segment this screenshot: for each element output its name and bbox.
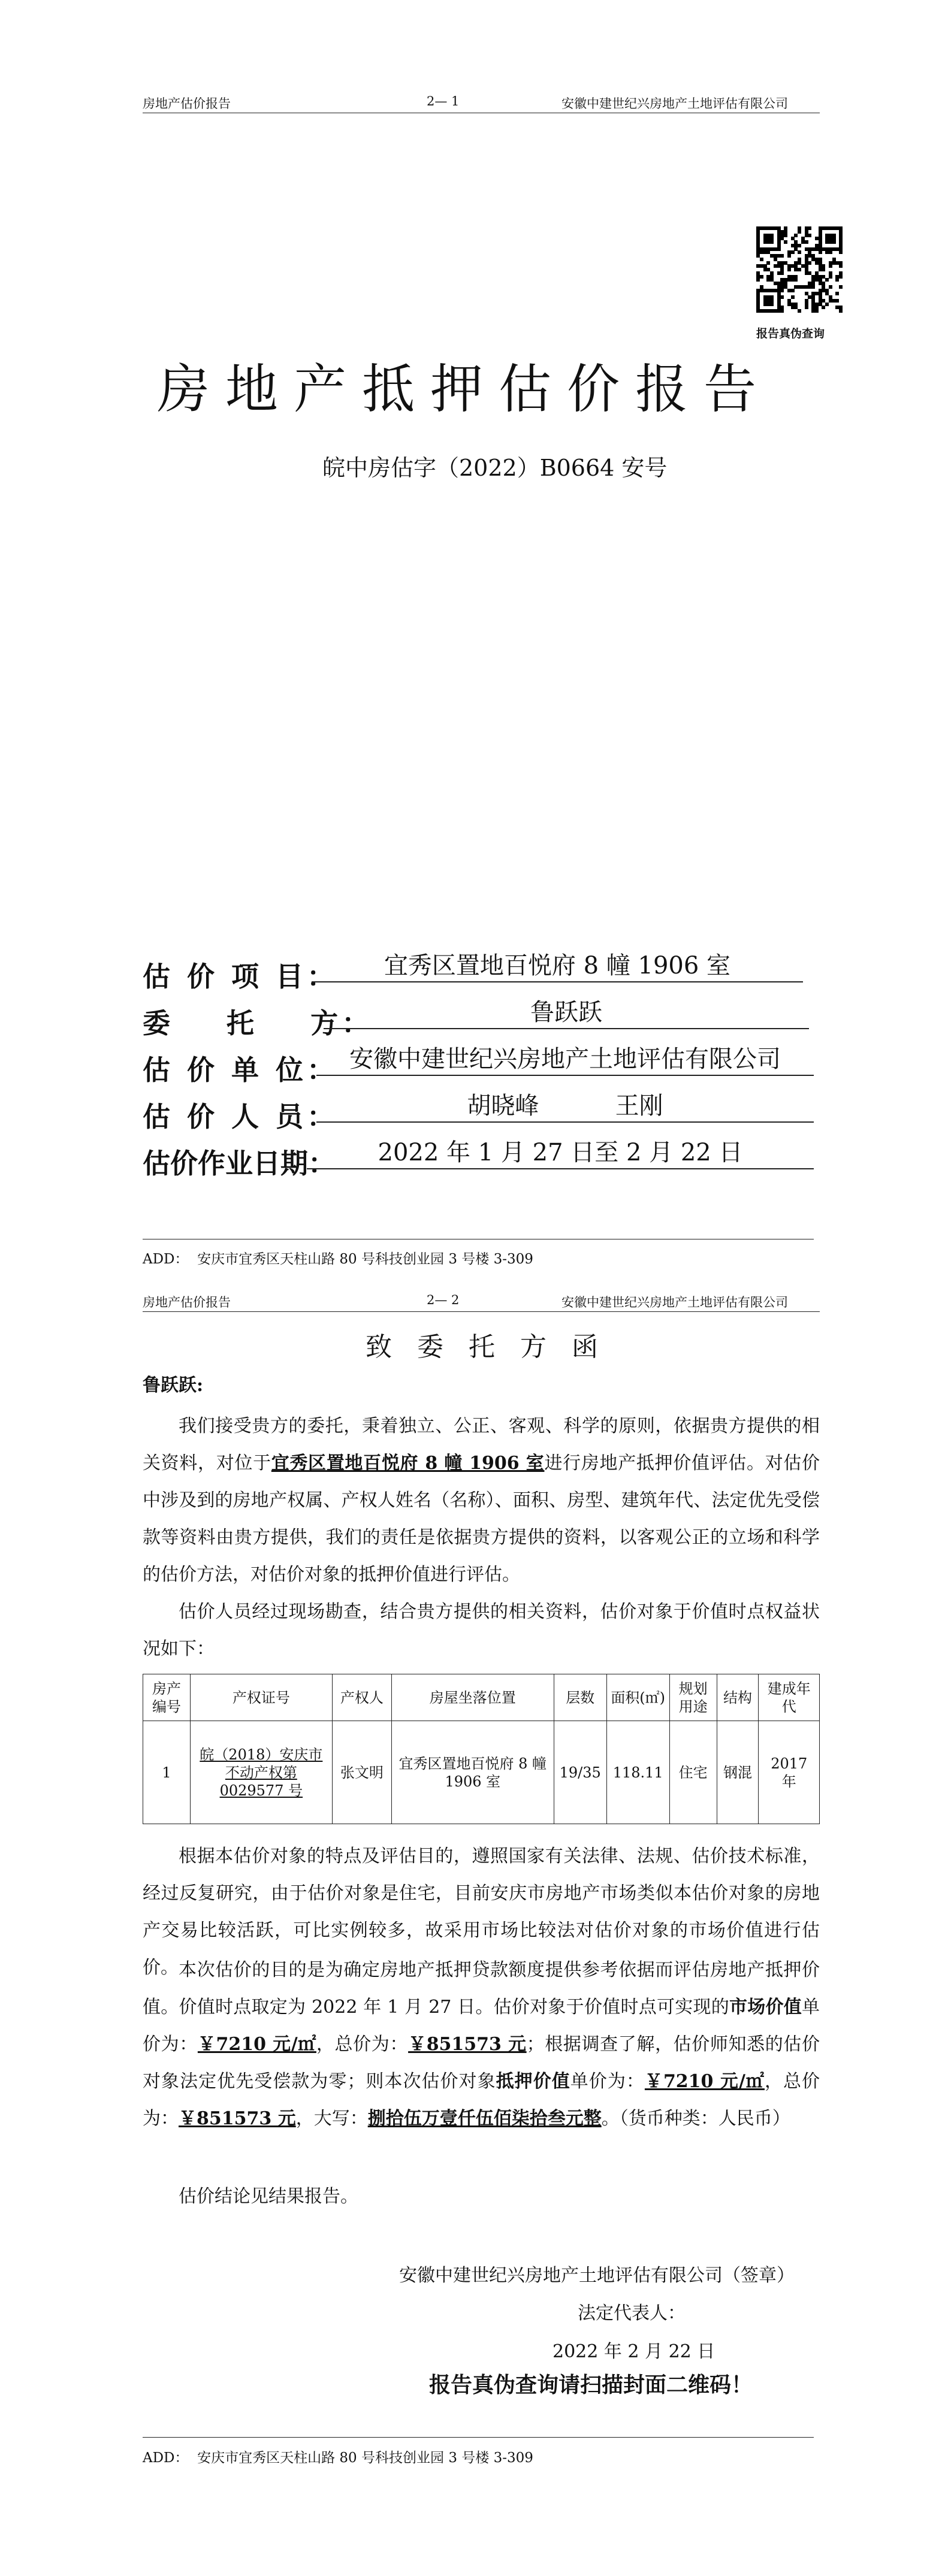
qr-module bbox=[835, 299, 839, 303]
qr-module bbox=[798, 230, 801, 234]
qr-module bbox=[791, 289, 795, 292]
qr-module bbox=[815, 309, 819, 313]
field-label-work-date: 估价作业日期： bbox=[143, 1147, 336, 1180]
field-value-unit: 安徽中建世纪兴房地产土地评估有限公司 bbox=[316, 1044, 814, 1076]
verification-notice: 报告真伪查询请扫描封面二维码！ bbox=[429, 2372, 753, 2397]
qr-module bbox=[798, 244, 801, 247]
header-rule bbox=[143, 1311, 820, 1312]
qr-module bbox=[794, 278, 798, 282]
qr-module bbox=[756, 278, 760, 282]
qr-module bbox=[798, 309, 801, 313]
qr-module bbox=[829, 250, 832, 254]
footer-rule bbox=[143, 2437, 814, 2438]
qr-module bbox=[808, 234, 811, 237]
qr-code-icon[interactable] bbox=[756, 226, 843, 313]
report-reference-number: 皖中房估字（2022）B0664 安号 bbox=[322, 455, 668, 481]
qr-module bbox=[811, 285, 815, 289]
qr-module bbox=[787, 254, 791, 258]
qr-module bbox=[822, 306, 825, 309]
table-header: 层数 bbox=[554, 1674, 606, 1721]
qr-module bbox=[832, 240, 836, 244]
qr-module bbox=[784, 234, 787, 237]
header-page-number: 2— 2 bbox=[427, 1293, 460, 1307]
header-left: 房地产估价报告 bbox=[143, 96, 231, 111]
header-left: 房地产估价报告 bbox=[143, 1295, 231, 1310]
table-cell-no: 1 bbox=[143, 1721, 191, 1824]
qr-module bbox=[839, 309, 843, 313]
qr-module bbox=[760, 275, 763, 279]
table-cell-owner: 张文明 bbox=[332, 1721, 391, 1824]
qr-module bbox=[780, 289, 784, 292]
qr-module bbox=[760, 258, 763, 261]
qr-module bbox=[829, 264, 832, 268]
qr-module bbox=[835, 292, 839, 295]
field-value-client: 鲁跃跃 bbox=[324, 997, 809, 1029]
qr-module bbox=[780, 254, 784, 258]
table-header: 产权证号 bbox=[190, 1674, 332, 1721]
field-label-unit: 估 价 单 位： bbox=[143, 1054, 339, 1086]
table-cell-location: 宜秀区置地百悦府 8 幢 1906 室 bbox=[391, 1721, 554, 1824]
header-right: 安徽中建世纪兴房地产土地评估有限公司 bbox=[561, 1295, 788, 1310]
qr-module bbox=[825, 278, 829, 282]
paragraph-5: 估价结论见结果报告。 bbox=[179, 2186, 358, 2207]
signature-representative: 法定代表人： bbox=[578, 2303, 686, 2324]
table-header: 产权人 bbox=[332, 1674, 391, 1721]
qr-module bbox=[780, 271, 784, 275]
header-page-number: 2— 1 bbox=[427, 94, 460, 108]
qr-module bbox=[805, 306, 808, 309]
qr-module bbox=[839, 250, 843, 254]
qr-module bbox=[784, 240, 787, 244]
paragraph-1: 我们接受贵方的委托，秉着独立、公正、客观、科学的原则，依据贵方提供的相关资料，对位于宜秀区置地百悦府 8 幢 1906 室进行房地产抵押价值评估。对估价中涉及到的房地产权属、产权人姓名（名称）、面积、房型、建筑年代、法定优先受偿款等资料由贵方提供，我们的责任是依据贵方提供的资料，以客观公正的立场和科学的估价方法，对估价对象的抵押价值进行评估。 bbox=[143, 1416, 820, 1585]
field-value-project: 宜秀区置地百悦府 8 幢 1906 室 bbox=[312, 950, 803, 982]
qr-module bbox=[835, 278, 839, 282]
qr-module bbox=[839, 275, 843, 279]
table-header: 结构 bbox=[717, 1674, 759, 1721]
signature-company: 安徽中建世纪兴房地产土地评估有限公司（签章） bbox=[399, 2265, 795, 2286]
salutation: 鲁跃跃: bbox=[143, 1375, 204, 1396]
qr-module bbox=[770, 303, 774, 306]
paragraph-4: 本次估价的目的是为确定房地产抵押贷款额度提供参考依据而评估房地产抵押价值。价值时点取定为 2022 年 1 月 27 日。估价对象于价值时点可实现的市场价值单价为：￥7210 元/㎡，总价为：￥851573 元；根据调查了解，估价师知悉的估价对象法定优先受偿款为零；则本次估价对象抵押价值单价为：￥7210 元/㎡，总价为：￥851573 元，大写：捌拾伍万壹仟伍佰柒拾叁元整。（货币种类：人民币） bbox=[143, 1960, 820, 2129]
footer-address: ADD： 安庆市宜秀区天柱山路 80 号科技创业园 3 号楼 3-309 bbox=[143, 1251, 533, 1267]
qr-module bbox=[787, 268, 791, 271]
table-cell-use: 住宅 bbox=[669, 1721, 717, 1824]
table-row bbox=[143, 1721, 820, 1824]
qr-module bbox=[829, 285, 832, 289]
qr-module bbox=[780, 295, 784, 299]
field-value-appraisers: 胡晓峰 王刚 bbox=[316, 1090, 814, 1123]
qr-module bbox=[791, 250, 795, 254]
paragraph-2: 估价人员经过现场勘查，结合贵方提供的相关资料，估价对象于价值时点权益状况如下： bbox=[143, 1601, 820, 1659]
qr-module bbox=[808, 226, 811, 230]
qr-module bbox=[798, 250, 801, 254]
table-cell-area: 118.11 bbox=[606, 1721, 669, 1824]
qr-module bbox=[822, 268, 825, 271]
qr-module bbox=[798, 268, 801, 271]
qr-module bbox=[780, 309, 784, 313]
qr-module bbox=[770, 240, 774, 244]
footer-address: ADD： 安庆市宜秀区天柱山路 80 号科技创业园 3 号楼 3-309 bbox=[143, 2450, 533, 2466]
table-header: 房屋坐落位置 bbox=[391, 1674, 554, 1721]
qr-caption: 报告真伪查询 bbox=[756, 327, 825, 340]
qr-module bbox=[819, 250, 822, 254]
qr-module bbox=[839, 285, 843, 289]
property-table bbox=[143, 1674, 820, 1824]
qr-module bbox=[805, 240, 808, 244]
field-label-project: 估 价 项 目： bbox=[143, 960, 339, 993]
field-value-work-date: 2022 年 1 月 27 日至 2 月 22 日 bbox=[307, 1137, 814, 1169]
letter-title: 致委托方函 bbox=[366, 1332, 623, 1362]
table-cell-year: 2017 年 bbox=[759, 1721, 820, 1824]
table-header: 面积(㎡) bbox=[606, 1674, 669, 1721]
qr-module bbox=[839, 264, 843, 268]
table-cell-cert: 皖（2018）安庆市不动产权第 0029577 号 bbox=[190, 1721, 332, 1824]
table-header: 建成年代 bbox=[759, 1674, 820, 1721]
table-cell-floors: 19/35 bbox=[554, 1721, 606, 1824]
table-header: 规划用途 bbox=[669, 1674, 717, 1721]
header-right: 安徽中建世纪兴房地产土地评估有限公司 bbox=[561, 96, 788, 111]
signature-date: 2022 年 2 月 22 日 bbox=[553, 2341, 715, 2362]
table-header-row bbox=[143, 1674, 820, 1721]
qr-module bbox=[794, 234, 798, 237]
qr-module bbox=[791, 295, 795, 299]
table-cell-structure: 钢混 bbox=[717, 1721, 759, 1824]
field-label-client: 委 托 方： bbox=[143, 1007, 373, 1039]
table-header: 房产编号 bbox=[143, 1674, 191, 1721]
paragraph-3: 根据本估价对象的特点及评估目的，遵照国家有关法律、法规、估价技术标准，经过反复研究，由于估价对象是住宅，目前安庆市房地产市场类似本估价对象的房地产交易比较活跃，可比实例较多，故采用市场比较法对估价对象的市场价值进行估价。 bbox=[143, 1846, 820, 1978]
qr-module bbox=[808, 261, 811, 265]
qr-module bbox=[829, 275, 832, 279]
qr-module bbox=[766, 261, 770, 265]
report-title: 房地产抵押估价报告 bbox=[157, 358, 772, 420]
field-label-appraisers: 估 价 人 员： bbox=[143, 1100, 339, 1133]
qr-module bbox=[825, 303, 829, 306]
qr-module bbox=[777, 247, 781, 251]
